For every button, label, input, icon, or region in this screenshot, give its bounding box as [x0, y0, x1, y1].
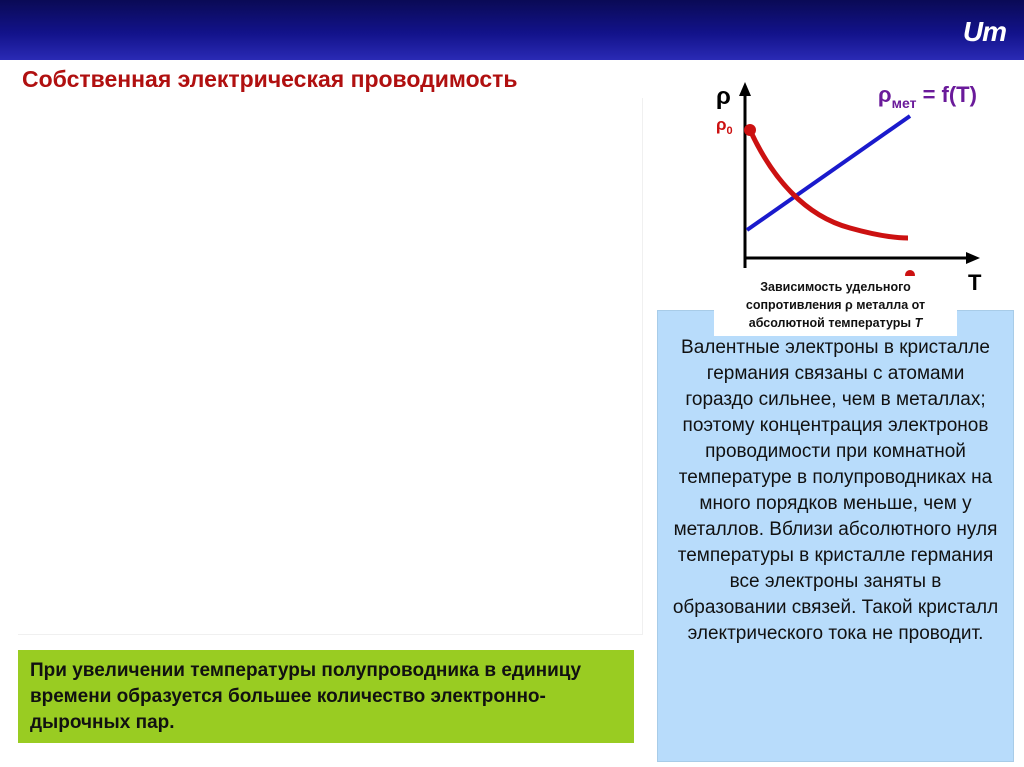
- slide-title: Собственная электрическая проводимость: [22, 66, 518, 92]
- info-box: [657, 310, 1014, 762]
- caption-line: сопротивления ρ металла от: [745, 298, 926, 312]
- header-bar: [0, 0, 1024, 60]
- logo: Um: [962, 16, 1006, 47]
- y-axis-label: ρ: [716, 83, 731, 110]
- caption-line: Зависимость удельного: [760, 280, 911, 294]
- x-axis-arrow: [966, 252, 980, 264]
- x-axis-label: T: [968, 270, 982, 295]
- rho0-label: $\rho_0$: [716, 115, 733, 137]
- rho0-point: [744, 124, 756, 136]
- semiconductor-resistivity-curve: [750, 130, 908, 238]
- chart-caption: [714, 276, 957, 336]
- resistivity-chart: [700, 78, 1024, 300]
- info-box-text: Валентные электроны в кристалле германия связаны с атомами гораздо сильнее, чем в металлах; поэтому концентрация электронов проводимости при комнатной температуре в полупроводниках на много порядков меньше, чем у металлов. Вблизи абсолютного нуля температуры в кристалле германия все электроны заняты в образовании связей. Такой кристалл электрического тока не проводит.: [672, 337, 999, 644]
- metal-resistivity-line: [747, 116, 910, 230]
- green-note: [18, 650, 634, 743]
- green-note-text: При увеличении температуры полупроводника в единицу времени образуется большее количество электронно-дырочных пар.: [30, 660, 582, 733]
- caption-line: абсолютной температуры T: [748, 316, 923, 330]
- formula-label: $\rho_{мет} = f(T)$: [878, 82, 977, 111]
- content-panel: [18, 98, 643, 635]
- y-axis-arrow: [739, 82, 751, 96]
